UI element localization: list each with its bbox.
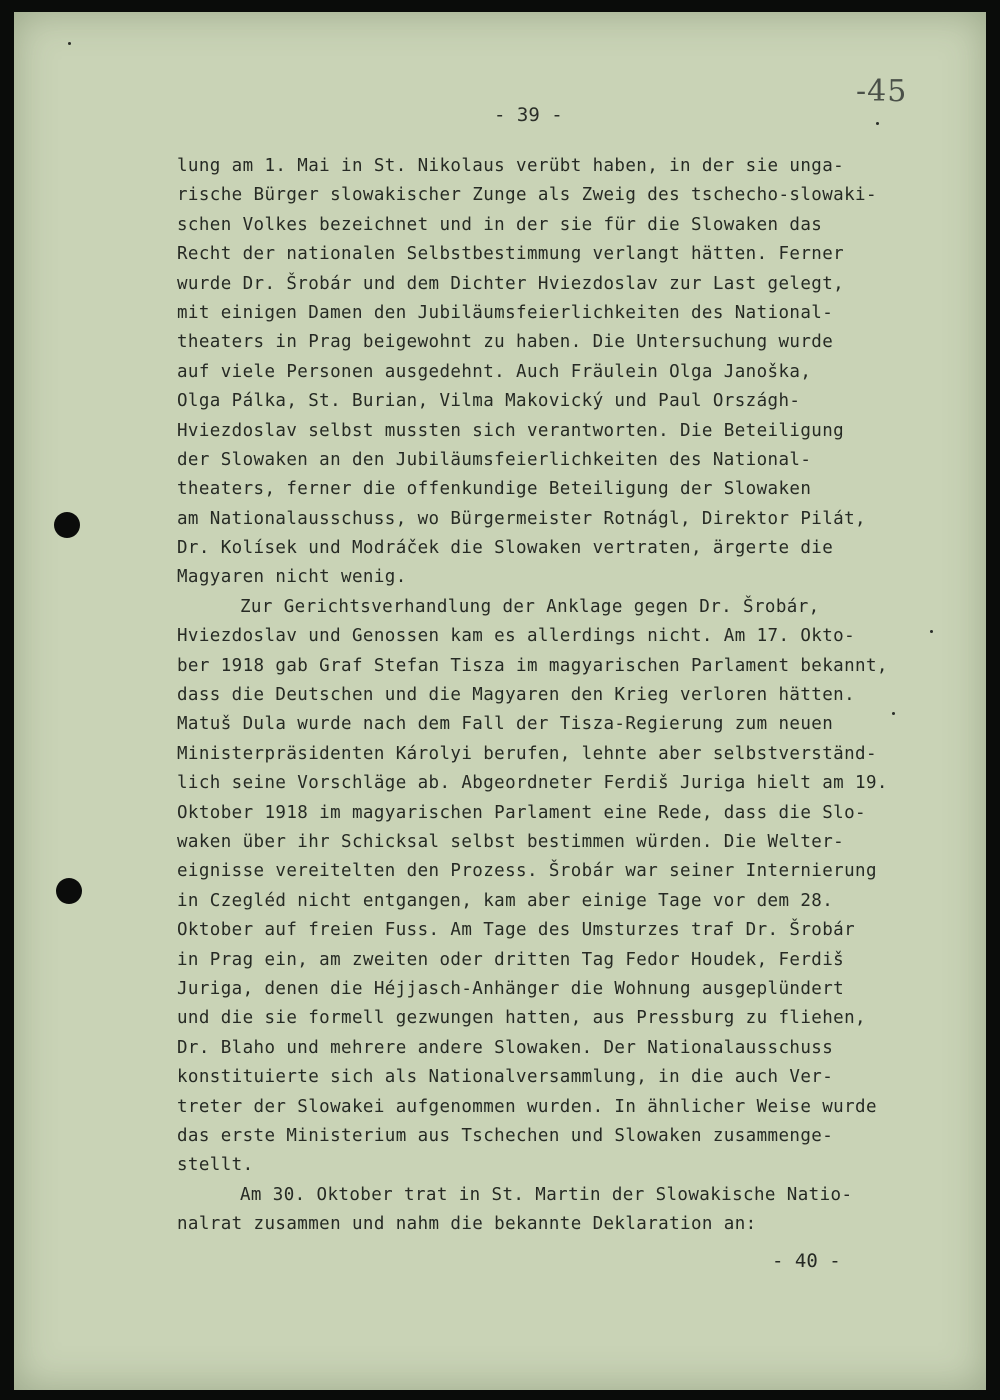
text-line: konstituierte sich als Nationalversammlung, in die auch Ver- <box>177 1067 834 1088</box>
body-text <box>177 152 957 1239</box>
text-line: Oktober 1918 im magyarischen Parlament eine Rede, dass die Slo- <box>177 802 866 823</box>
text-line: treter der Slowakei aufgenommen wurden. In ähnlicher Weise wurde <box>177 1096 877 1117</box>
paper-speck <box>68 42 71 45</box>
text-line: theaters, ferner die offenkundige Beteiligung der Slowaken <box>177 479 812 500</box>
text-line: rische Bürger slowakischer Zunge als Zweig des tschecho-slowaki- <box>177 185 877 206</box>
text-line: der Slowaken an den Jubiläumsfeierlichkeiten des National- <box>177 449 812 470</box>
text-line: am Nationalausschuss, wo Bürgermeister Rotnágl, Direktor Pilát, <box>177 508 866 529</box>
text-line: wurde Dr. Šrobár und dem Dichter Hviezdoslav zur Last gelegt, <box>177 273 845 294</box>
text-line: Magyaren nicht wenig. <box>177 567 407 588</box>
text-line: waken über ihr Schicksal selbst bestimmen würden. Die Welter- <box>177 831 845 852</box>
text-line: Olga Pálka, St. Burian, Vilma Makovický und Paul Országh- <box>177 391 801 412</box>
text-line: Recht der nationalen Selbstbestimmung verlangt hätten. Ferner <box>177 244 845 265</box>
text-line: das erste Ministerium aus Tschechen und Slowaken zusammenge- <box>177 1125 834 1146</box>
text-line: Juriga, denen die Héjjasch-Anhänger die Wohnung ausgeplündert <box>177 978 845 999</box>
text-line: dass die Deutschen und die Magyaren den Krieg verloren hätten. <box>177 685 856 706</box>
text-line: ber 1918 gab Graf Stefan Tisza im magyarischen Parlament bekannt, <box>177 655 888 676</box>
text-line: Hviezdoslav selbst mussten sich verantworten. Die Beteiligung <box>177 420 845 441</box>
paper-speck <box>892 712 895 715</box>
paper-speck <box>876 122 879 125</box>
text-line: theaters in Prag beigewohnt zu haben. Die Untersuchung wurde <box>177 332 834 353</box>
text-line: stellt. <box>177 1155 254 1176</box>
document-page <box>14 12 986 1390</box>
text-line: nalrat zusammen und nahm die bekannte Deklaration an: <box>177 1214 757 1235</box>
punch-hole <box>56 878 82 904</box>
text-line: lich seine Vorschläge ab. Abgeordneter Ferdiš Juriga hielt am 19. <box>177 773 888 794</box>
continuation-page-marker: - 40 - <box>772 1250 841 1272</box>
page-number: - 39 - <box>494 104 563 126</box>
text-line: in Czegléd nicht entgangen, kam aber einige Tage vor dem 28. <box>177 890 834 911</box>
text-line: lung am 1. Mai in St. Nikolaus verübt haben, in der sie unga- <box>177 156 845 176</box>
text-line: mit einigen Damen den Jubiläumsfeierlichkeiten des National- <box>177 302 834 323</box>
text-line: auf viele Personen ausgedehnt. Auch Fräulein Olga Janoška, <box>177 361 812 382</box>
text-line: Dr. Kolísek und Modráček die Slowaken vertraten, ärgerte die <box>177 538 834 559</box>
archive-page-number: -45 <box>856 74 908 109</box>
punch-hole <box>54 512 80 538</box>
text-line: schen Volkes bezeichnet und in der sie für die Slowaken das <box>177 214 823 235</box>
text-line: Oktober auf freien Fuss. Am Tage des Umsturzes traf Dr. Šrobár <box>177 920 856 941</box>
text-line: Ministerpräsidenten Károlyi berufen, lehnte aber selbstverständ- <box>177 743 877 764</box>
text-line: Hviezdoslav und Genossen kam es allerdings nicht. Am 17. Okto- <box>177 626 856 647</box>
text-line: Zur Gerichtsverhandlung der Anklage gegen Dr. Šrobár, <box>240 596 820 617</box>
text-line: in Prag ein, am zweiten oder dritten Tag Fedor Houdek, Ferdiš <box>177 949 845 970</box>
text-line: Matuš Dula wurde nach dem Fall der Tisza-Regierung zum neuen <box>177 714 834 735</box>
text-line: Am 30. Oktober trat in St. Martin der Slowakische Natio- <box>240 1184 853 1205</box>
text-line: Dr. Blaho und mehrere andere Slowaken. Der Nationalausschuss <box>177 1037 834 1058</box>
text-line: und die sie formell gezwungen hatten, aus Pressburg zu fliehen, <box>177 1008 866 1029</box>
text-line: eignisse vereitelten den Prozess. Šrobár war seiner Internierung <box>177 861 877 882</box>
paper-speck <box>930 630 933 633</box>
